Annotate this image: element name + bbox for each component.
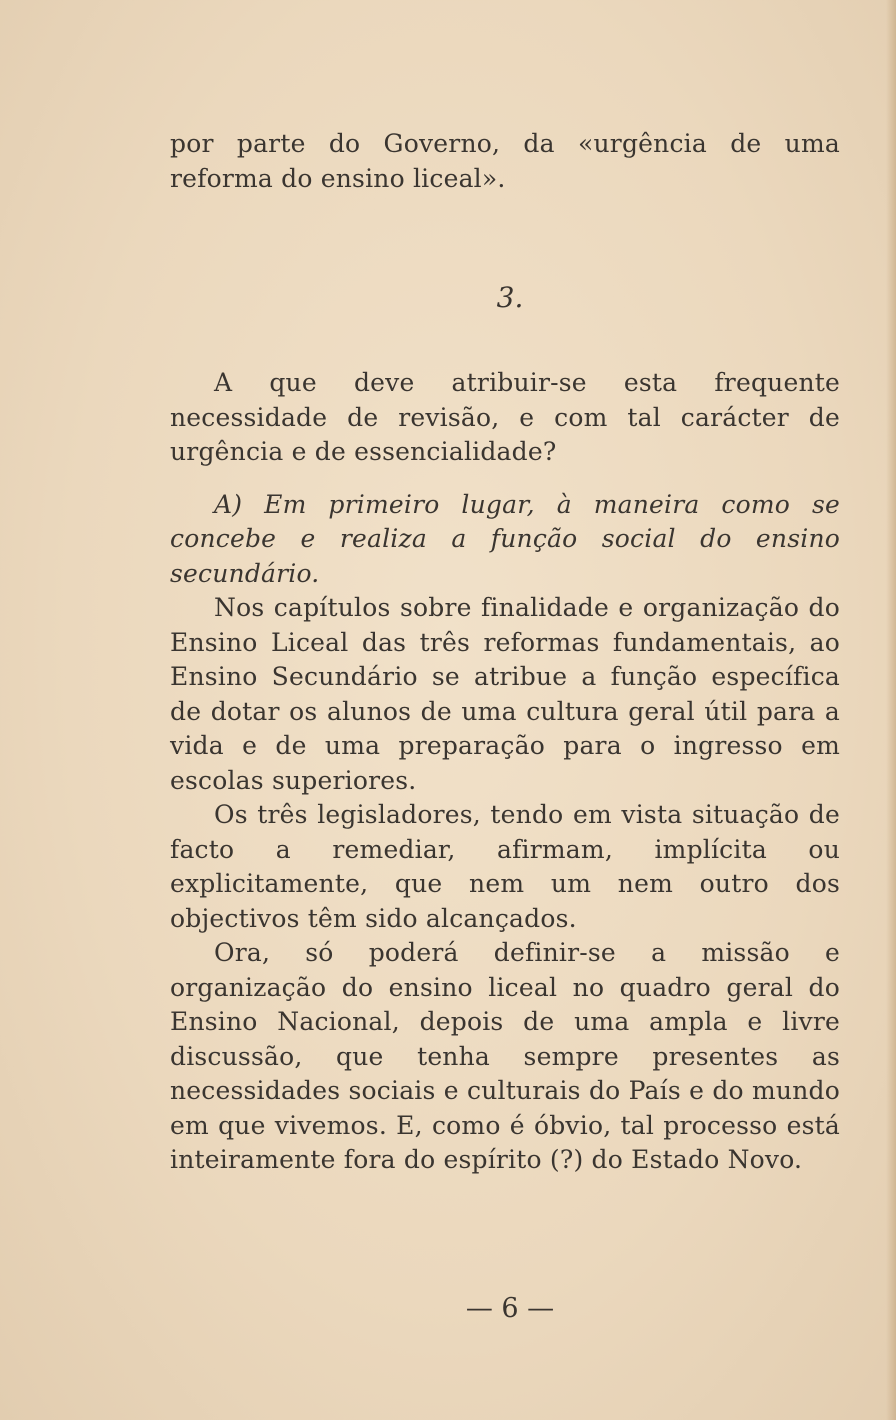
body-paragraph-3: Ora, só poderá definir-se a missão e organização do ensino liceal no quadro geral do Ensino Nacional, depois de uma ampla e livre discussão, que tenha sempre presentes as necessidades sociais e culturais do País e do mundo em que vivemos. E, como é óbvio, tal processo está inteiramente fora do espírito (?) do Estado Novo. (170, 938, 840, 1174)
continuation-text (170, 127, 840, 196)
page-number: — 6 — (465, 1293, 555, 1324)
body-paragraph-2: Os três legisladores, tendo em vista situação de facto a remediar, afirmam, implícita ou explicitamente, que nem um nem outro dos objectivos têm sido alcançados. (170, 800, 840, 933)
question-paragraph: A que deve atribuir-se esta frequente necessidade de revisão, e com tal carácter de urgência e de essencialidade? (170, 368, 840, 466)
main-text (170, 366, 840, 1178)
body-paragraph-1: Nos capítulos sobre finalidade e organização do Ensino Liceal das três reformas fundamentais, ao Ensino Secundário se atribue a função específica de dotar os alunos de uma cultura geral útil para a vida e de uma preparação para o ingresso em escolas superiores. (170, 593, 840, 795)
continuation-paragraph: por parte do Governo, da «urgência de uma reforma do ensino liceal». (170, 129, 840, 193)
page-edge-shadow (886, 0, 896, 1420)
point-a-heading: A) Em primeiro lugar, à maneira como se concebe e realiza a função social do ensino secundário. (170, 489, 840, 588)
section-number: 3. (496, 281, 524, 314)
